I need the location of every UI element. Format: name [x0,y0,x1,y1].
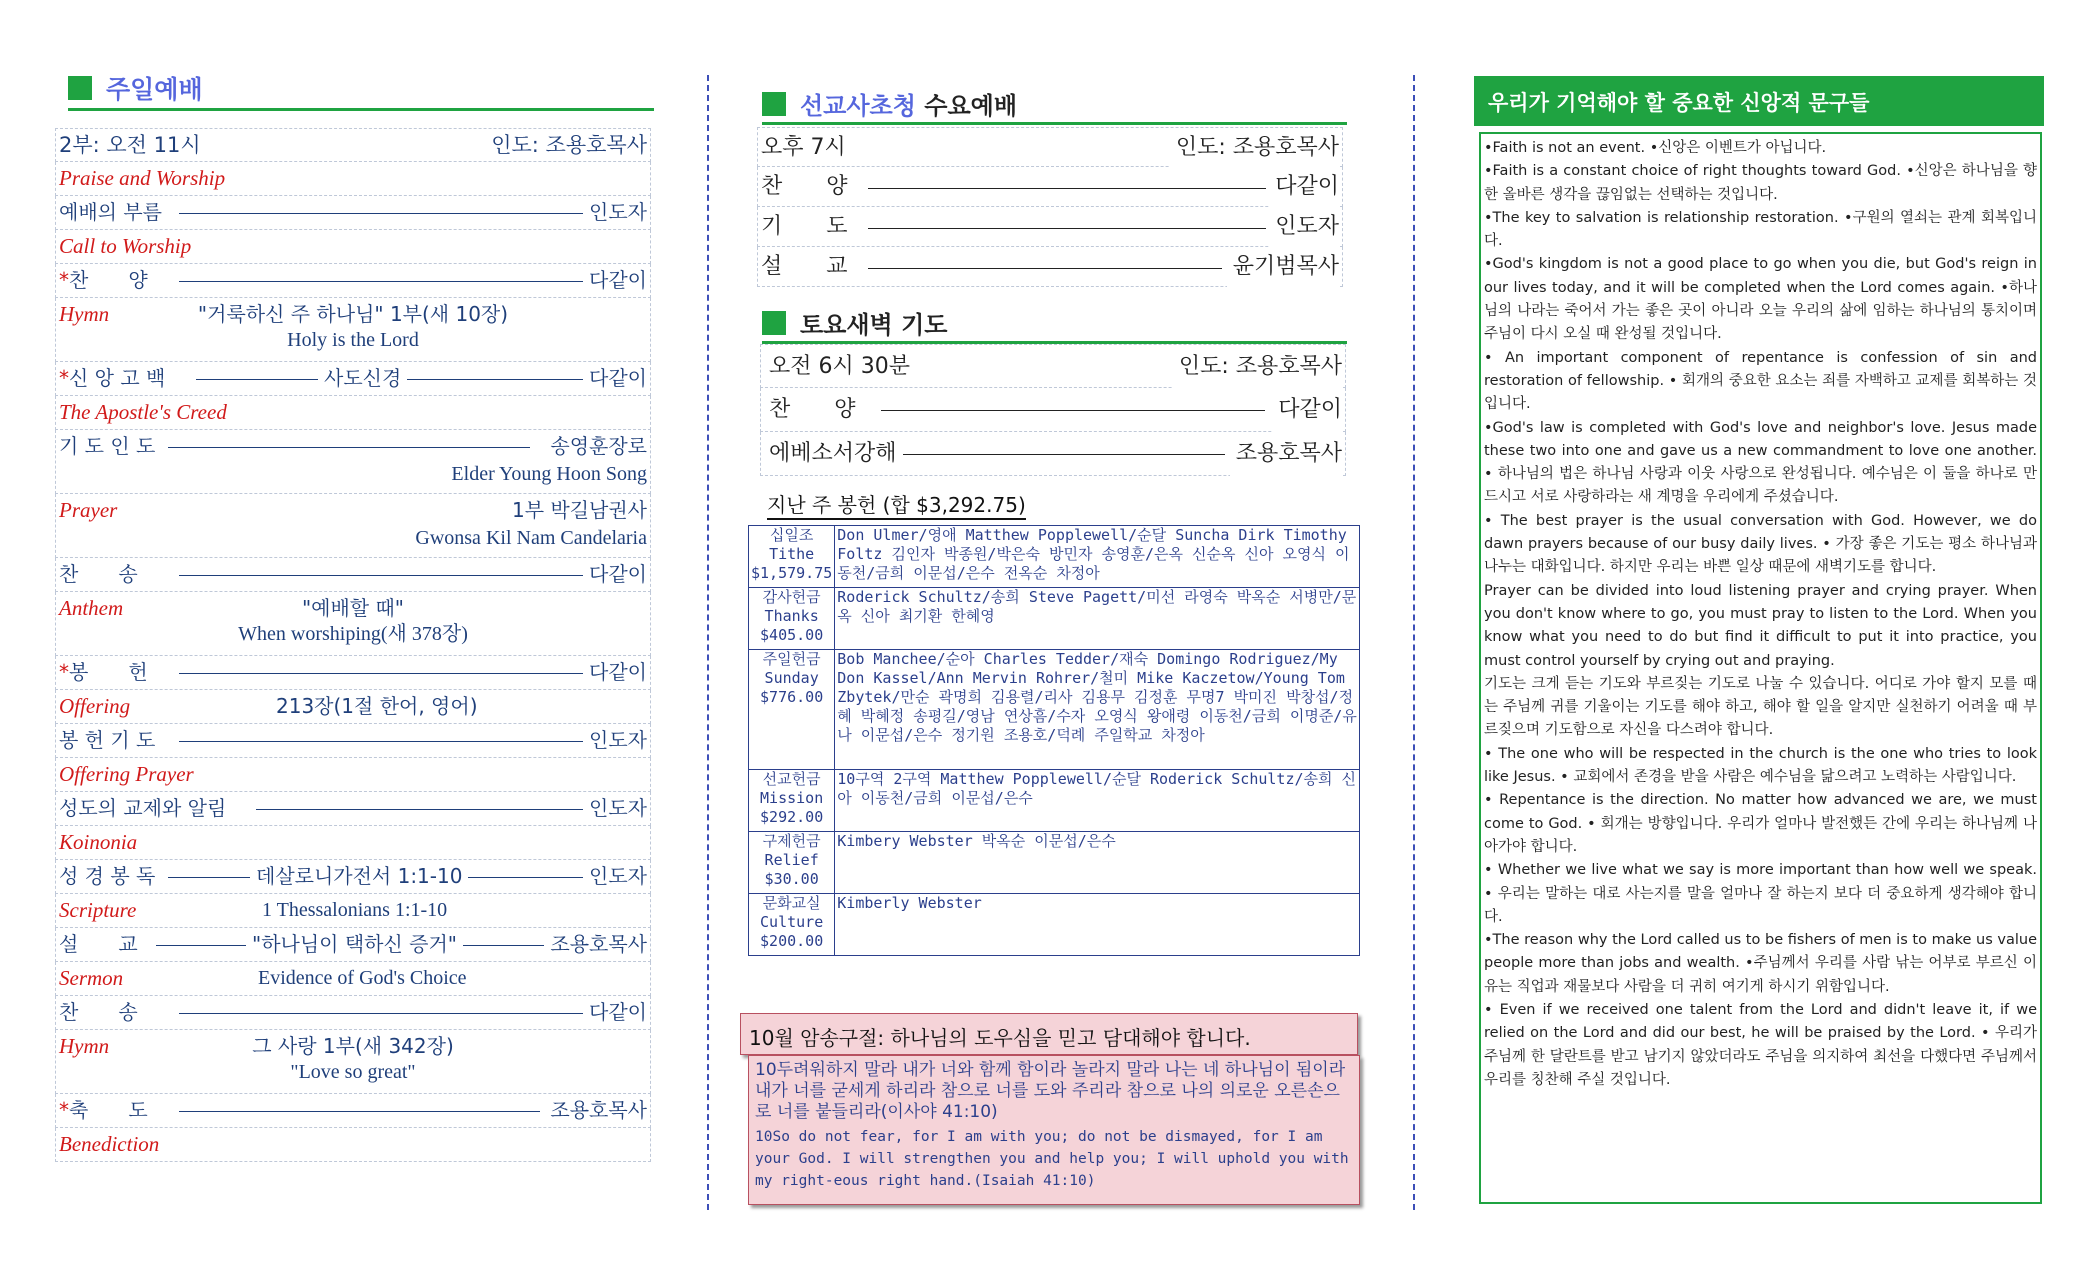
wednesday-prayer-row: 기 도 인도자 [757,207,1343,247]
sunday-service-title: 주일예배 [106,75,203,104]
praise-worship-row: Praise and Worship [55,162,651,196]
phrase-paragraph: • The best prayer is the usual conversation with God. However, we do dawn prayers because of our busy daily lives. • 가장 좋은 기도는 평소 하나님과 나누는 대화입니다. 하지만 우리는 바쁜 일상 때문에 새벽기도를 합니다. [1484,512,2037,576]
offering-row-sunday: 주일헌금 Sunday $776.00 Bob Manchee/순아 Charles Tedder/재숙 Domingo Rodriguez/My Don Kassel/Ann Mervin Rohrer/철미 Mike Kaczetow/Young Tom Zbytek/만순 곽명희 김용렬/리사 김용무 김정훈 무명7 박미진 박창섭/정혜 박혜정 송평길/영남 연상흠/수자 오영식 왕애령 이동천/금희 이명준/유나 이문섭/은수 정기원 조용호/덕례 주일학교 차정아 [749,650,1360,770]
phrase-paragraph: •Faith is a constant choice of right thoughts toward God. •신앙은 하나님을 향한 올바른 생각을 끊임없는 선택하는 것입니다. [1484,163,2037,203]
announcements-row: 성도의 교제와 알림 인도자 [55,792,651,826]
wednesday-title: 수요예배 [915,92,1018,120]
offering-row-thanks: 감사헌금 Thanks $405.00 Roderick Schultz/송희 Steve Pagett/미선 라영숙 박옥순 서병만/문옥 신아 최기환 한혜영 [749,588,1360,650]
sunday-order-of-service [55,128,651,1162]
scripture-en-row: Scripture 1 Thessalonians 1:1-10 [55,894,651,928]
faith-phrases-box [1479,132,2042,1204]
phrase-paragraph: Prayer can be divided into loud listening prayer and crying prayer. When you don't know where to go, you must pray to listen to the Lord. When you know what you need to do but find it difficult to put it into practice, you must control yourself by crying out and praying. [1484,582,2037,669]
call-to-worship-row: 예배의 부름 인도자 [55,196,651,230]
phrase-paragraph: •The reason why the Lord called us to be fishers of men is to make us value people more than jobs and wealth. •주님께서 우리를 사람 낚는 어부로 부르신 이유는 직업과 재물보다 사람을 더 귀히 여기게 하시기 위함입니다. [1484,932,2037,995]
wednesday-sermon-row: 설 교 윤기범목사 [757,247,1343,287]
memory-verse-english: 10So do not fear, for I am with you; do not be dismayed, for I am your God. I will strengthen you and help you; I will uphold you with my right-eous right hand.(Isaiah 41:10) [755,1129,1349,1189]
green-square-icon [762,92,786,116]
saturday-ephesians-row: 에베소서강해 조용호목사 [760,432,1346,476]
phrase-paragraph: •Faith is not an event. •신앙은 이벤트가 아닙니다. [1484,140,1827,156]
saturday-time-row: 오전 6시 30분 인도: 조용호목사 [760,344,1346,388]
phrase-paragraph: • Repentance is the direction. No matter how advanced we are, we must come to God. • 회개는 방향입니다. 우리가 얼마나 발전했든 간에 우리는 하나님께 나아가야 합니다. [1484,792,2037,855]
sermon-en-row: Sermon Evidence of God's Choice [55,962,651,996]
saturday-prayer-list [760,344,1346,476]
call-to-worship-en-row: Call to Worship [55,230,651,264]
creed-row: *신 앙 고 백 사도신경 다같이 [55,362,651,396]
wednesday-service-list [757,127,1343,287]
hymn-2-row: 찬 송 다같이 [55,558,651,592]
offering-prayer-row: 봉 헌 기 도 인도자 [55,724,651,758]
phrase-paragraph: •God's law is completed with God's love and neighbor's love. Jesus made these two into one and gave us a new commandment to love one another. • 하나님의 법은 하나님 사랑과 이웃 사랑으로 완성됩니다. 예수님은 이 둘을 하나로 만드시고 서로 사랑하라는 새 계명을 우리에게 주셨습니다. [1484,419,2037,506]
offering-en-row: Offering 213장(1절 한어, 영어) [55,690,651,724]
closing-hymn-row: Hymn 그 사랑 1부(새 342장) "Love so great" [55,1030,651,1094]
phrase-paragraph: • An important component of repentance is confession of sin and restoration of fellowship. • 회개의 중요한 요소는 죄를 자백하고 교제를 회복하는 것입니다. [1484,349,2037,413]
koinonia-row: Koinonia [55,826,651,860]
praise-row: *찬 양 다같이 [55,264,651,298]
column-divider-1 [707,75,709,1210]
offering-table [748,525,1360,956]
memory-verse-title: 10월 암송구절: 하나님의 도우심을 믿고 담대해야 합니다. [740,1013,1358,1055]
saturday-title: 토요새벽 기도 [800,311,948,339]
phrase-paragraph: • Even if we received one talent from the Lord and didn't leave it, if we relied on the Lord and did our best, he will be praised by the Lord. • 우리가 주님께 한 달란트를 받고 남기지 않았더라도 주님을 의지하여 최선을 다했다면 주님께서 우리를 칭찬해 주실 것입니다. [1484,1001,2037,1088]
hymn-row: Hymn "거룩하신 주 하나님" 1부(새 10장) Holy is the Lord [55,298,651,362]
offering-prayer-en-row: Offering Prayer [55,758,651,792]
saturday-prayer-header [762,305,1347,344]
phrase-paragraph: • Whether we live what we say is more important than how well we speak. • 우리는 말하는 대로 사는지를 말을 얼마나 잘 하는지 보다 더 중요하게 생각해야 합니다. [1484,862,2037,925]
wednesday-praise-row: 찬 양 다같이 [757,167,1343,207]
benediction-row: *축 도 조용호목사 [55,1094,651,1128]
wednesday-time-row: 오후 7시 인도: 조용호목사 [757,127,1343,167]
apostles-creed-row: The Apostle's Creed [55,396,651,430]
hymn-3-row: 찬 송 다같이 [55,996,651,1030]
phrase-paragraph: 기도는 크게 듣는 기도와 부르짖는 기도로 나눌 수 있습니다. 어디로 가야 할지 모를 때는 주님께 귀를 기울이는 기도를 해야 하고, 해야 할 일을 알지만 실천하기 어려울 때 부르짖으며 기도함으로 자신을 다스려야 합니다. [1484,675,2037,739]
offering-row-tithe: 십일조 Tithe $1,579.75 Don Ulmer/영애 Matthew Popplewell/순달 Suncha Dirk Timothy Foltz 김인자 박종원/박은숙 방민자 송영훈/은옥 신순옥 신아 오영식 이동천/금희 이문섭/은수 전옥순 차정아 [749,526,1360,588]
faith-phrases-header: 우리가 기억해야 할 중요한 신앙적 문구들 [1474,76,2044,126]
sermon-row: 설 교 "하나님이 택하신 증거" 조용호목사 [55,928,651,962]
offering-row: *봉 헌 다같이 [55,656,651,690]
memory-verse-korean: 10두려워하지 말라 내가 너와 함께 함이라 놀라지 말라 나는 네 하나님이 됨이라 내가 너를 굳세게 하리라 참으로 너를 도와 주리라 참으로 나의 의로운 오른손으로 너를 붙들리라(이사야 41:10) [755,1060,1346,1122]
faith-phrases-text [1484,137,2037,1092]
scripture-row: 성 경 봉 독 데살로니가전서 1:1-10 인도자 [55,860,651,894]
benediction-en-row: Benediction [55,1128,651,1162]
offering-row-culture: 문화교실 Culture $200.00 Kimberly Webster [749,894,1360,956]
green-square-icon [762,311,786,335]
column-divider-2 [1413,75,1415,1210]
prayer-row: Prayer 1부 박길남권사 Gwonsa Kil Nam Candelaria [55,494,651,558]
wednesday-title-highlight: 선교사초청 [800,92,916,120]
sunday-service-header [68,70,654,111]
service-time-row: 2부: 오전 11시 인도: 조용호목사 [55,128,651,162]
offering-title: 지난 주 봉헌 (합 $3,292.75) [767,492,1026,520]
phrase-paragraph: •God's kingdom is not a good place to go when you die, but God's reign in our lives today, and it will be completed when the Lord comes again. •하나님의 나라는 죽어서 가는 좋은 곳이 아니라 오늘 우리의 삶에 임하는 하나님의 통치이며 주님이 다시 오실 때 완성될 것입니다. [1484,256,2037,343]
prayer-leader-row: 기 도 인 도 송영훈장로 Elder Young Hoon Song [55,430,651,494]
saturday-praise-row: 찬 양 다같이 [760,388,1346,432]
green-square-icon [68,76,92,100]
wednesday-service-header [762,86,1347,125]
memory-verse-box [748,1055,1360,1205]
anthem-row: Anthem "예배할 때" When worshiping(새 378장) [55,592,651,656]
phrase-paragraph: •The key to salvation is relationship restoration. •구원의 열쇠는 관계 회복입니다. [1484,209,2037,250]
phrase-paragraph: • The one who will be respected in the church is the one who tries to look like Jesus. • 교회에서 존경을 받을 사람은 예수님을 닮으려고 노력하는 사람입니다. [1484,745,2037,786]
offering-row-relief: 구제헌금 Relief $30.00 Kimbery Webster 박옥순 이문섭/은수 [749,832,1360,894]
offering-row-mission: 선교헌금 Mission $292.00 10구역 2구역 Matthew Popplewell/순달 Roderick Schultz/송희 신아 이동천/금희 이문섭/은수 [749,770,1360,832]
